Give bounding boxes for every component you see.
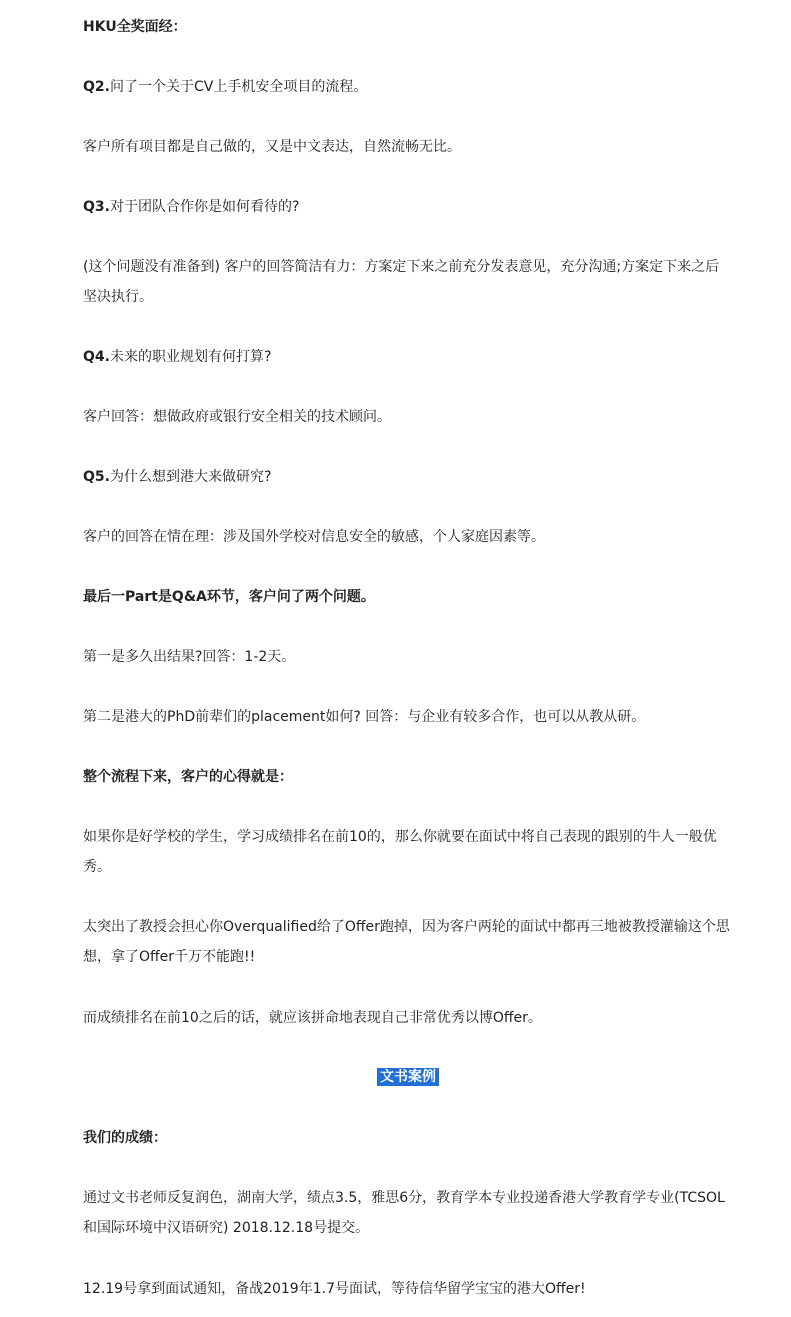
qa-section-intro: 最后一Part是Q&A环节，客户问了两个问题。 (83, 589, 375, 605)
question-q5 (83, 462, 733, 492)
takeaway-2: 太突出了教授会担心你Overqualified给了Offer跑掉，因为客户两轮的面试中都再三地被教授灌输这个思想，拿了Offer千万不能跑!! (83, 919, 730, 965)
heading-hku-interview: HKU全奖面经： (83, 19, 187, 35)
takeaways-heading: 整个流程下来，客户的心得就是： (83, 769, 293, 785)
results-heading: 我们的成绩： (83, 1130, 167, 1146)
section-heading-wrap (83, 1062, 733, 1092)
qa-question-2: 第二是港大的PhD前辈们的placement如何? 回答：与企业有较多合作，也可以从教从研。 (83, 709, 646, 725)
q3-label: Q3. (83, 199, 110, 215)
answer-q2: 客户所有项目都是自己做的，又是中文表达，自然流畅无比。 (83, 139, 461, 155)
question-q2 (83, 72, 733, 102)
takeaway-3: 而成绩排名在前10之后的话，就应该拼命地表现自己非常优秀以博Offer。 (83, 1010, 542, 1026)
q3-text: 对于团队合作你是如何看待的? (109, 199, 300, 215)
qa-question-1: 第一是多久出结果?回答：1-2天。 (83, 649, 296, 665)
q4-label: Q4. (83, 349, 110, 365)
q2-text: 问了一个关于CV上手机安全项目的流程。 (109, 79, 368, 95)
answer-q5: 客户的回答在情在理：涉及国外学校对信息安全的敏感，个人家庭因素等。 (83, 529, 545, 545)
question-q4 (83, 342, 733, 372)
result-detail-2: 12.19号拿到面试通知，备战2019年1.7号面试，等待信华留学宝宝的港大Offer! (83, 1281, 586, 1297)
takeaway-1: 如果你是好学校的学生，学习成绩排名在前10的，那么你就要在面试中将自己表现的跟别的牛人一般优秀。 (83, 829, 717, 875)
result-detail-1: 通过文书老师反复润色，湖南大学，绩点3.5，雅思6分，教育学本专业投递香港大学教育学专业(TCSOL和国际环境中汉语研究) 2018.12.18号提交。 (83, 1190, 725, 1236)
answer-q4: 客户回答：想做政府或银行安全相关的技术顾问。 (83, 409, 391, 425)
q2-label: Q2. (83, 79, 110, 95)
question-q3 (83, 192, 733, 222)
q4-text: 未来的职业规划有何打算? (109, 349, 272, 365)
answer-q3: (这个问题没有准备到) 客户的回答简洁有力：方案定下来之前充分发表意见，充分沟通;方案定下来之后坚决执行。 (83, 259, 720, 305)
q5-text: 为什么想到港大来做研究? (109, 469, 272, 485)
section-heading: 文书案例 (377, 1068, 439, 1086)
q5-label: Q5. (83, 469, 110, 485)
